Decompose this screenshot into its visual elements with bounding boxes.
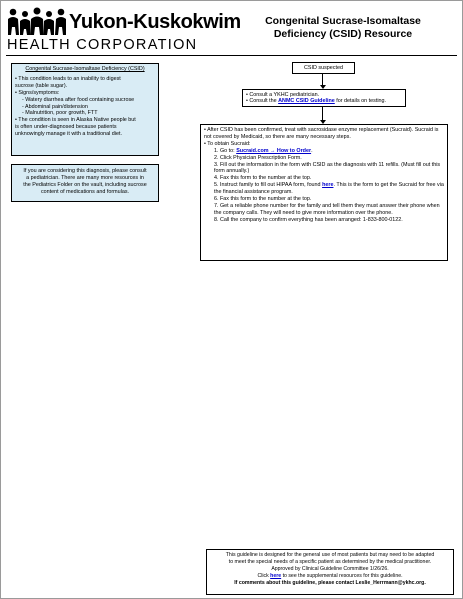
step-5 bbox=[204, 182, 444, 196]
people-logo-icon bbox=[7, 7, 67, 37]
consult-line-2-text: • Consult the bbox=[246, 98, 279, 105]
title-line-2: Deficiency (CSID) Resource bbox=[273, 28, 413, 40]
consider-line: the Pediatrics Folder on the vault, including sucrose bbox=[23, 181, 147, 188]
info-line: - Malnutrition, poor growth, FTT bbox=[22, 110, 98, 117]
step-1-suffix: . bbox=[311, 147, 313, 154]
footer-contact: If comments about this guideline, please contact Leslie_Herrmann@ykhc.org. bbox=[234, 579, 426, 586]
info-line: • The condition is seen in Alaska Native people but bbox=[15, 117, 136, 124]
step-7: 7. Get a reliable phone number for the family and tell them they must answer their phone when the company calls. They will need to give more information over the phone. bbox=[214, 202, 440, 216]
footer-line-4-suffix: to see the supplemental resources for this guideline. bbox=[281, 572, 403, 579]
document-title bbox=[258, 15, 428, 41]
footer-line-4-text: Click bbox=[257, 572, 271, 579]
csid-info-box bbox=[11, 63, 159, 156]
info-line: is often under-diagnosed because patients bbox=[15, 124, 117, 131]
footer-line-2: to meet the special needs of a specific patient as determined by the medical practitioner. bbox=[228, 558, 432, 565]
info-line: • This condition leads to an inability to digest bbox=[15, 75, 121, 82]
consult-line-2-suffix: for details on testing. bbox=[334, 98, 387, 105]
guideline-footer bbox=[206, 549, 454, 595]
step-5-suffix: . This is the form to get the Sucraid for free via the financial assistance program. bbox=[214, 182, 444, 196]
hipaa-form-link[interactable]: here bbox=[322, 182, 334, 189]
footer-line-3: Approved by Clinical Guideline Committee 1/26/26. bbox=[271, 565, 389, 572]
consult-line-2 bbox=[246, 98, 402, 105]
step-1-text: 1. Go to: bbox=[214, 147, 237, 154]
step-4: 4. Fax this form to the number at the top. bbox=[214, 175, 312, 182]
consult-note-box bbox=[11, 164, 159, 202]
flow-arrow-2 bbox=[322, 107, 323, 120]
consider-line: a pediatrician. There are many more resources in bbox=[26, 174, 144, 181]
sucraid-how-to-order-link[interactable]: Sucraid.com → How to Order bbox=[236, 147, 312, 154]
step-1 bbox=[204, 148, 444, 155]
treatment-intro: • After CSID has been confirmed, treat with sacrosidase enzyme replacement (Sucraid). Sucraid is not covered by Medicaid, so there are many necessary steps. bbox=[204, 127, 439, 140]
step-3: 3. Fill out the information in the form with CSID as the diagnosis with 11 refills. (Must fill out this form annually.) bbox=[214, 161, 441, 175]
title-line-1: Congenital Sucrase-Isomaltase bbox=[265, 15, 421, 27]
treatment-steps-box bbox=[200, 124, 448, 261]
flow-arrow-1 bbox=[322, 74, 323, 85]
info-line: unknowingly manage it with a traditional diet. bbox=[15, 131, 122, 138]
info-line: • Signs/symptoms: bbox=[15, 89, 60, 96]
org-subtitle: HEALTH CORPORATION bbox=[7, 37, 198, 53]
info-box-title: Congenital Sucrase-Isomaltase Deficiency (CSID) bbox=[25, 66, 145, 72]
footer-line-4 bbox=[210, 573, 450, 580]
title-divider bbox=[6, 55, 457, 56]
consider-line: If you are considering this diagnosis, please consult bbox=[23, 168, 147, 174]
org-name: Yukon-Kuskokwim bbox=[69, 11, 241, 33]
footer-line-1: This guideline is designed for the general use of most patients but may need to be adapted bbox=[225, 552, 435, 558]
supplemental-resources-link[interactable]: here bbox=[270, 572, 282, 579]
ykhc-logo bbox=[7, 7, 257, 53]
consult-line-1: • Consult a YKHC pediatrician. bbox=[246, 91, 320, 98]
step-8: 8. Call the company to confirm everything has been arranged: 1-833-800-0122. bbox=[214, 216, 403, 223]
consult-box bbox=[242, 89, 406, 107]
consider-line: content of medications and formulas. bbox=[40, 188, 130, 195]
info-line: - Watery diarrhea after food containing sucrose bbox=[22, 96, 135, 103]
step-6: 6. Fax this form to the number at the top. bbox=[214, 196, 312, 203]
obtain-heading: • To obtain Sucraid: bbox=[204, 140, 251, 147]
info-line: sucrose (table sugar). bbox=[15, 82, 68, 89]
anmc-csid-guideline-link[interactable]: ANMC CSID Guideline bbox=[278, 98, 335, 105]
step-5-text: 5. Instruct family to fill out HIPAA form, found bbox=[214, 182, 323, 189]
info-line: - Abdominal pain/distension bbox=[22, 103, 88, 110]
csid-suspected-box: CSID suspected bbox=[292, 62, 355, 74]
step-2: 2. Click Physician Prescription Form. bbox=[214, 154, 302, 161]
